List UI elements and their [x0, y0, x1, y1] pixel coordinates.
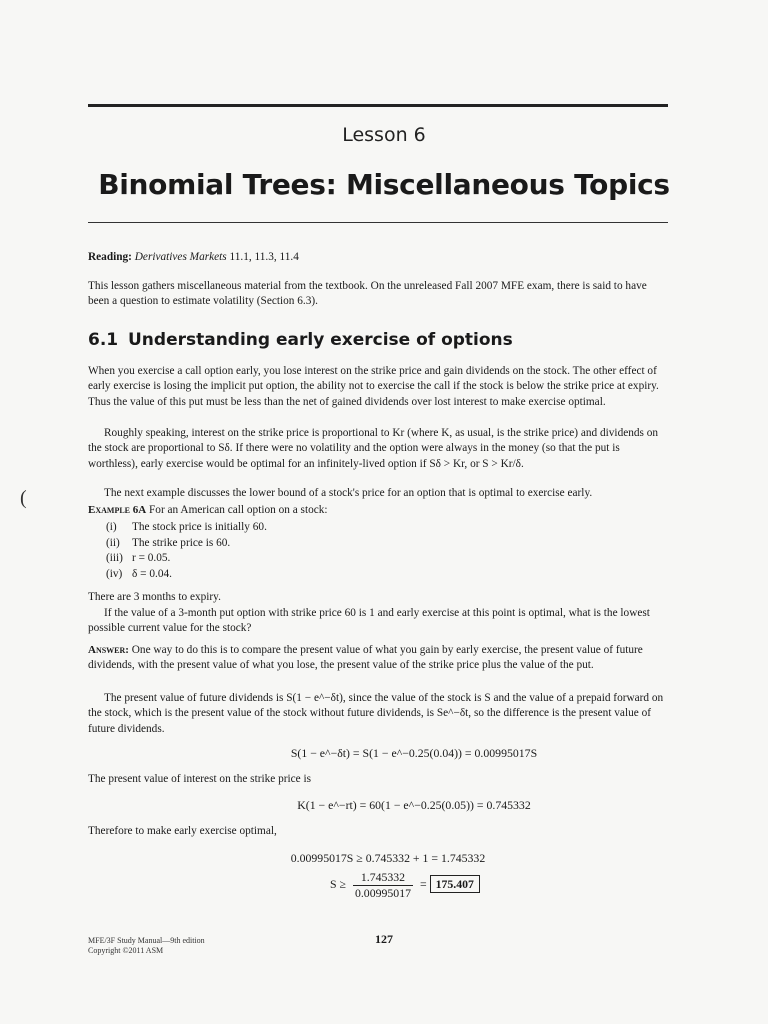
item-text: r = 0.05. [132, 552, 171, 565]
equation-inequality: 0.00995017S ≥ 0.745332 + 1 = 1.745332 [290, 851, 486, 865]
equation-interest: K(1 − e^−rt) = 60(1 − e^−0.25(0.05)) = 0.745332 [297, 798, 531, 812]
footer-manual: MFE/3F Study Manual—9th edition [88, 936, 205, 945]
reading-sections: 11.1, 11.3, 11.4 [226, 251, 299, 263]
section-heading [88, 330, 513, 350]
reading-label: Reading: [88, 251, 132, 263]
result-equals: = [419, 877, 427, 892]
footer-copyright: Copyright ©2011 ASM [88, 946, 164, 955]
item-text: δ = 0.04. [132, 567, 172, 580]
answer-paragraph [88, 643, 668, 674]
result-lhs: S ≥ [330, 877, 346, 892]
item-text: The strike price is 60. [132, 536, 231, 549]
pv-dividends-paragraph: The present value of future dividends is S(1 − e^−δt), since the value of the stock is S and the value of a prepaid forward on the stock, which is the present value of the stock without future dividends, is Se^−δt, so the difference is the present value of future dividends. [88, 692, 664, 735]
item-numeral: (i) [106, 521, 117, 533]
paragraph-early-exercise: When you exercise a call option early, you lose interest on the strike price and gain dividends on the stock. The other effect of early exercise is losing the implicit put option, the ability not to exercise the call if the stock is below the strike price at expiry. Thus the value of this put must be less than the net of gained dividends over lost interest to make exercise optimal. [88, 365, 659, 408]
example-heading [88, 503, 668, 518]
top-rule [88, 104, 668, 107]
paragraph-roughly-speaking: Roughly speaking, interest on the strike price is proportional to Kr (where K, as usual, is the strike price) and dividends on the stock are proportional to Sδ. If there were no volatility and the option were always in the money (so that the put is worthless), early exercise would be optimal for an infinitely-lived option if Sδ > Kr, or S > Kr/δ. [88, 427, 659, 470]
result-fraction [353, 870, 413, 901]
fraction-denominator: 0.00995017 [354, 886, 411, 900]
lesson-title: Binomial Trees: Miscellaneous Topics [98, 168, 670, 201]
section-number: 6.1 [88, 330, 119, 350]
example-text: For an American call option on a stock: [146, 504, 328, 516]
item-numeral: (iv) [106, 567, 123, 580]
boxed-answer: 175.407 [430, 875, 480, 893]
example-items [106, 520, 267, 582]
example-question: If the value of a 3-month put option with strike price 60 is 1 and early exercise at this point is optimal, what is the lowest possible current value for the stock? [88, 607, 650, 635]
item-text: The stock price is initially 60. [132, 521, 267, 533]
therefore-paragraph: Therefore to make early exercise optimal, [88, 825, 277, 837]
reading-line [88, 250, 668, 265]
answer-text: One way to do this is to compare the present value of what you gain by early exercise, the present value of future dividends, with the present value of what you lose, the present value of the strike price plus the value of the put. [88, 644, 643, 672]
fraction-numerator: 1.745332 [353, 870, 413, 886]
paragraph-next-example: The next example discusses the lower bound of a stock's price for an option that is optimal to exercise early. [104, 487, 593, 499]
equation-dividends: S(1 − e^−δt) = S(1 − e^−0.25(0.04)) = 0.00995017S [290, 746, 538, 760]
list-item [106, 567, 267, 583]
page-number: 127 [375, 932, 393, 946]
reading-source: Derivatives Markets [134, 251, 227, 263]
margin-mark: ( [20, 487, 27, 509]
list-item [106, 536, 267, 552]
title-rule [88, 222, 668, 223]
section-title: Understanding early exercise of options [128, 330, 513, 350]
item-numeral: (ii) [106, 536, 120, 549]
pv-interest-paragraph: The present value of interest on the strike price is [88, 773, 312, 785]
lesson-label: Lesson 6 [342, 124, 426, 146]
example-after: There are 3 months to expiry. [88, 591, 221, 603]
equation-result [330, 870, 480, 901]
list-item [106, 520, 267, 536]
list-item [106, 551, 267, 567]
intro-paragraph: This lesson gathers miscellaneous material from the textbook. On the unreleased Fall 2007 MFE exam, there is said to have been a question to estimate volatility (Section 6.3). [88, 280, 647, 308]
answer-label: Answer: [88, 644, 129, 656]
item-numeral: (iii) [106, 552, 123, 565]
example-label: Example 6A [88, 504, 147, 516]
